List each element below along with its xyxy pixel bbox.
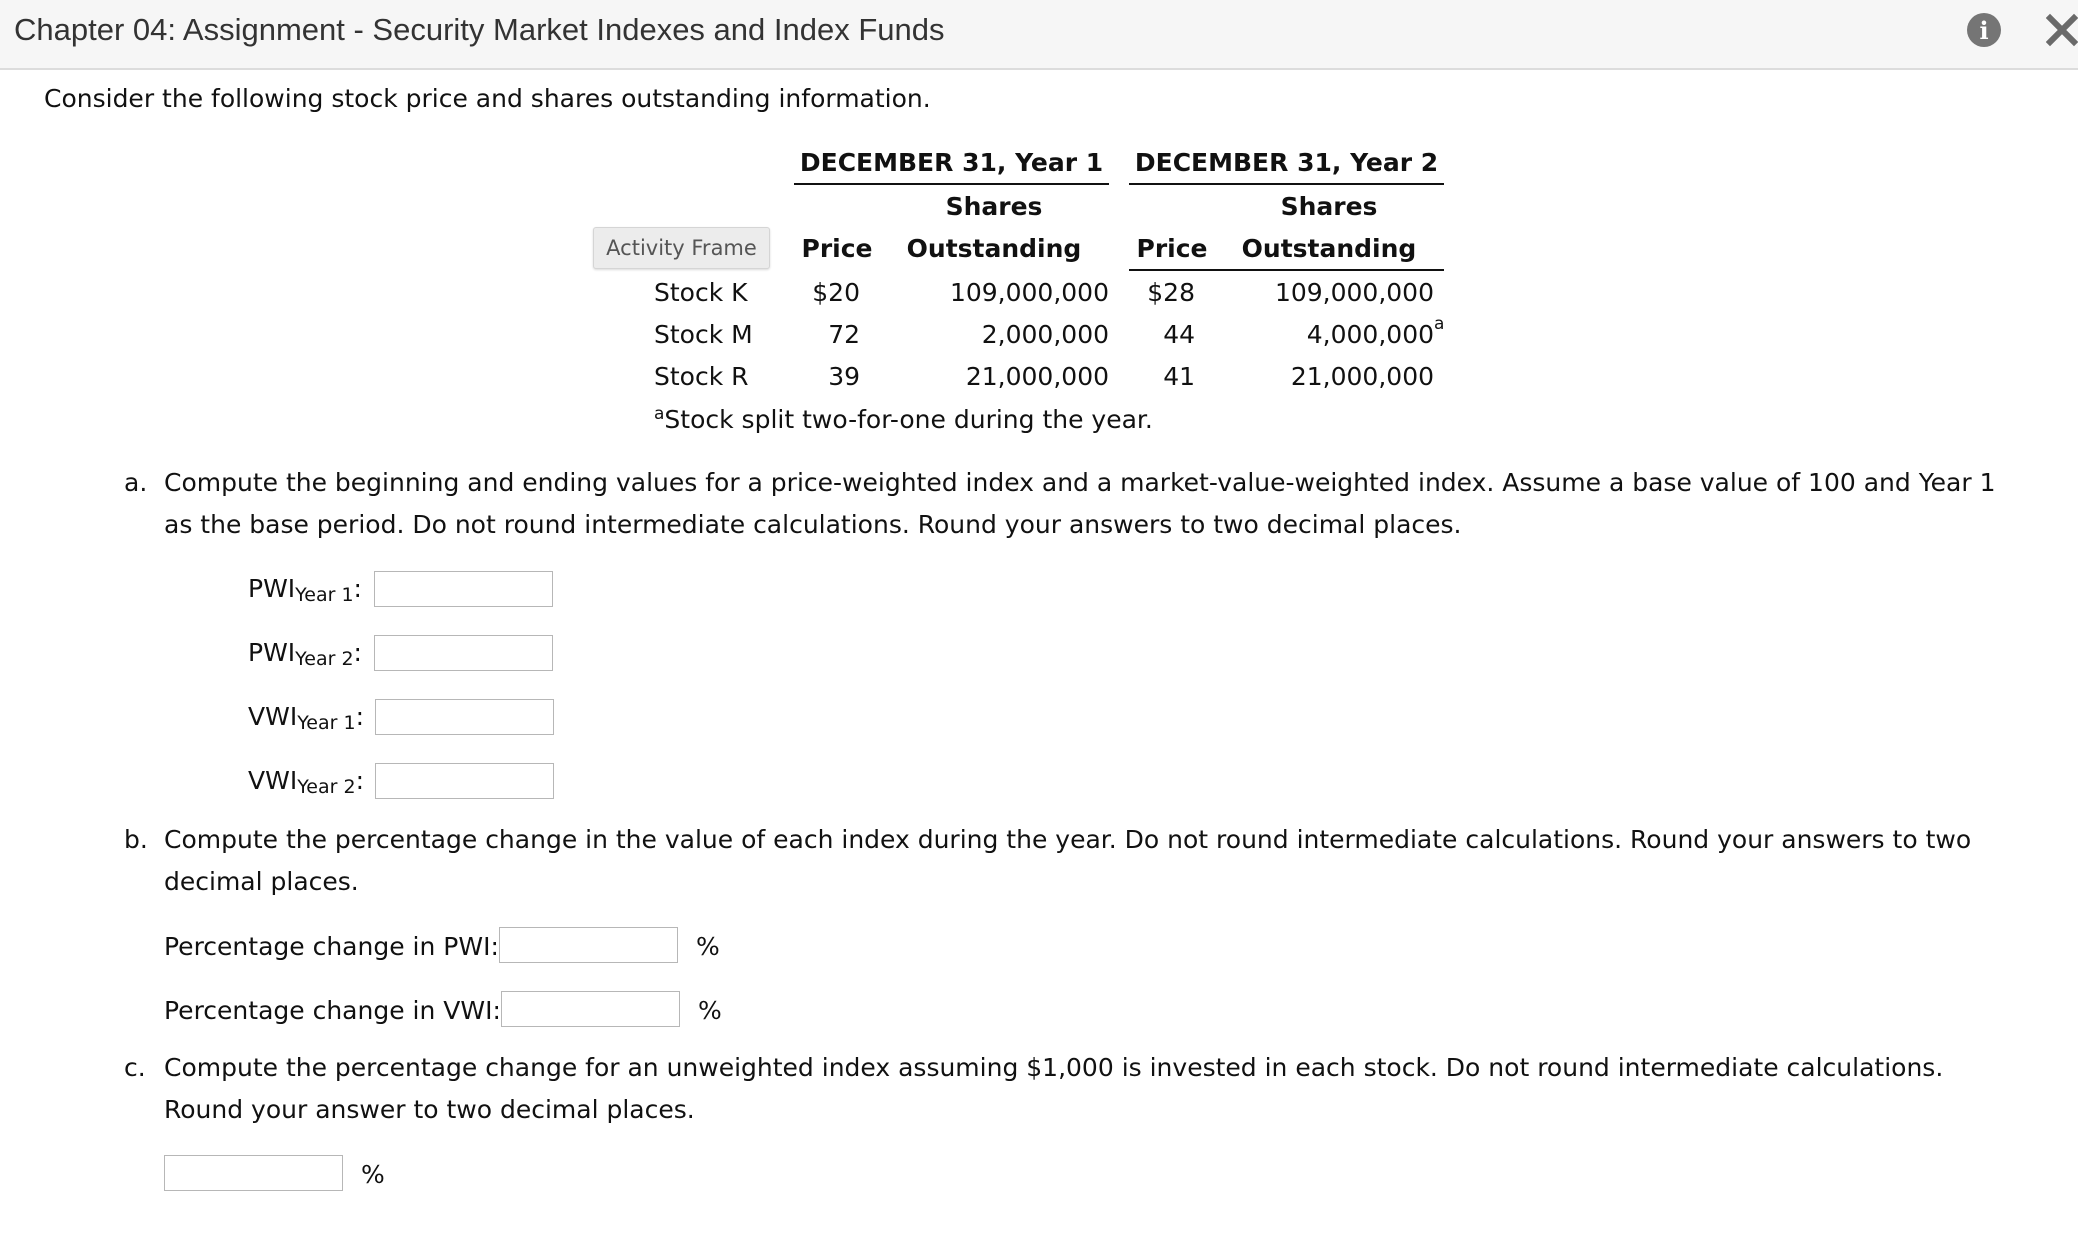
unweighted-change-unit: % <box>361 1160 385 1189</box>
pwi-year2-input[interactable] <box>374 635 553 671</box>
vwi-change-label: Percentage change in VWI: <box>164 996 501 1025</box>
year1-header-rule <box>794 183 1109 185</box>
year2-price-label: Price <box>1136 234 1208 263</box>
table-footnote <box>654 404 1153 434</box>
price-year2: 41 <box>1163 362 1195 391</box>
shares-year1: 109,000,000 <box>949 278 1109 307</box>
year1-shares-label: Shares <box>945 192 1043 221</box>
year1-price-label: Price <box>801 234 873 263</box>
pwi-year2-label: $PWI_{Year 2}$: <box>248 638 362 670</box>
activity-frame-tooltip: Activity Frame <box>593 227 770 269</box>
stock-name: Stock R <box>654 362 749 391</box>
footnote-marker: a <box>1434 314 1445 334</box>
stock-name: Stock M <box>654 320 753 349</box>
vwi-change-unit: % <box>698 996 722 1025</box>
stock-name: Stock K <box>654 278 748 307</box>
title-bar <box>0 0 2078 70</box>
vwi-year2-input[interactable] <box>375 763 554 799</box>
shares-year2: 4,000,000 <box>1306 320 1434 349</box>
pwi-change-input[interactable] <box>499 927 678 963</box>
pwi-year1-input[interactable] <box>374 571 553 607</box>
part-a-text: Compute the beginning and ending values for a price-weighted index and a market-value-weighted index. Assume a base value of 100 and Year 1 as the base period. Do not round intermediate calculations. Round your answers to two decimal places. <box>164 468 1996 539</box>
year2-column-rule <box>1129 269 1444 271</box>
unweighted-change-input[interactable] <box>164 1155 343 1191</box>
year2-header-rule <box>1129 183 1444 185</box>
vwi-year1-label: $VWI_{Year 1}$: <box>248 702 364 734</box>
vwi-year2-label: $VWI_{Year 2}$: <box>248 766 364 798</box>
year2-header: DECEMBER 31, Year 2 <box>1134 148 1439 177</box>
part-a-marker: a. <box>124 468 148 497</box>
part-b-text: Compute the percentage change in the value of each index during the year. Do not round intermediate calculations. Round your answers to two decimal places. <box>164 825 1972 896</box>
shares-year1: 21,000,000 <box>965 362 1109 391</box>
intro-text: Consider the following stock price and shares outstanding information. <box>44 84 931 113</box>
year2-shares-label: Shares <box>1280 192 1378 221</box>
part-c-text: Compute the percentage change for an unweighted index assuming $1,000 is invested in each stock. Do not round intermediate calculations. Round your answer to two decimal places. <box>164 1053 1944 1124</box>
footnote-superscript: a <box>654 404 665 424</box>
price-year2: 44 <box>1163 320 1195 349</box>
window-title: Chapter 04: Assignment - Security Market Indexes and Index Funds <box>14 12 945 47</box>
vwi-change-input[interactable] <box>501 991 680 1027</box>
pwi-change-label: Percentage change in PWI: <box>164 932 499 961</box>
vwi-year1-input[interactable] <box>375 699 554 735</box>
footnote-text: Stock split two-for-one during the year. <box>664 405 1153 434</box>
part-b-marker: b. <box>124 825 148 854</box>
year1-header: DECEMBER 31, Year 1 <box>799 148 1104 177</box>
close-icon[interactable] <box>2046 12 2078 48</box>
price-year1: 72 <box>828 320 860 349</box>
shares-year2: 21,000,000 <box>1290 362 1434 391</box>
price-year1: $20 <box>812 278 860 307</box>
part-c-marker: c. <box>124 1053 146 1082</box>
year1-outstanding-label: Outstanding <box>906 234 1082 263</box>
year2-outstanding-label: Outstanding <box>1241 234 1417 263</box>
pwi-year1-label: $PWI_{Year 1}$: <box>248 574 362 606</box>
shares-year2: 109,000,000 <box>1274 278 1434 307</box>
price-year2: $28 <box>1147 278 1195 307</box>
info-icon[interactable]: i <box>1967 13 2001 47</box>
pwi-change-unit: % <box>696 932 720 961</box>
shares-year1: 2,000,000 <box>981 320 1109 349</box>
price-year1: 39 <box>828 362 860 391</box>
